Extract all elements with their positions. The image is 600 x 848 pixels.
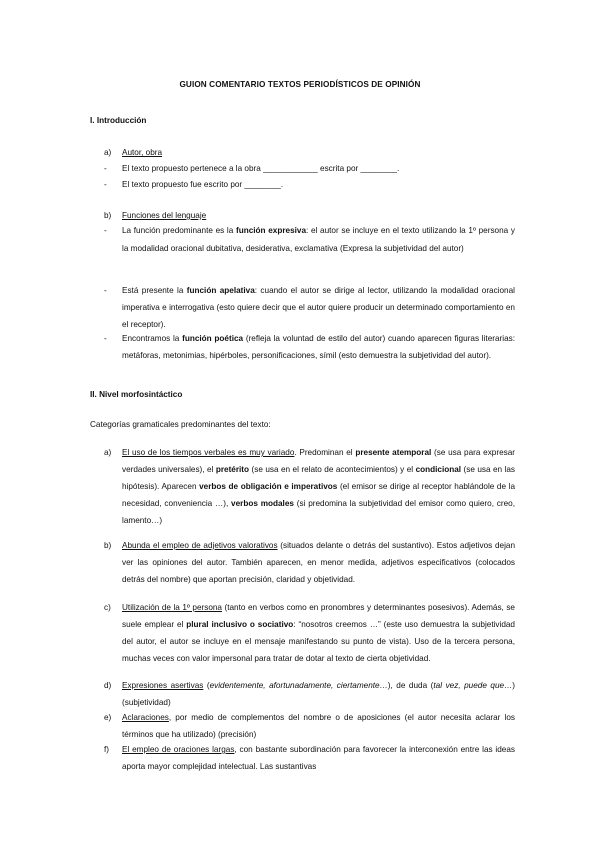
bullet-dash: - (104, 286, 107, 295)
funcion-poetica-paragraph: Encontramos la función poética (refleja la voluntad de estilo del autor) cuando aparecen figuras literarias: metáforas, metonimias, hipérboles, personificaciones, símil (esto demuestra la subjetividad del autor). (122, 334, 516, 360)
autor-obra-line-2: El texto propuesto fue escrito por ________. (122, 180, 284, 189)
bullet-dash: - (104, 334, 107, 343)
list-marker: c) (104, 603, 111, 612)
subsection-label-funciones: Funciones del lenguaje (122, 211, 207, 220)
subsection-label-autor-obra: Autor, obra (122, 148, 163, 157)
list-marker: b) (104, 211, 112, 220)
list-marker: d) (104, 681, 112, 690)
document-title: GUION COMENTARIO TEXTOS PERIODÍSTICOS DE OPINIÓN (179, 80, 421, 89)
oraciones-largas-paragraph: El empleo de oraciones largas, con bastante subordinación para favorecer la interconexión entre las ideas aporta mayor complejidad intelectual. Las sustantivas (122, 745, 516, 771)
list-marker: f) (104, 745, 110, 754)
primera-persona-paragraph: Utilización de la 1º persona (tanto en verbos como en pronombres y determinantes posesivos). Además, se suele emplear el plural inclusivo o sociativo: “nosotros creemos …” (este uso demuestra la subjetividad del autor, el autor se incluye en el mensaje manifestando su punto de vista). Uso de la tercera persona, muchas veces con valor impersonal para tratar de dotar al texto de cierta objetividad. (122, 603, 515, 663)
categorias-intro: Categorías gramaticales predominantes del texto: (90, 420, 271, 429)
autor-obra-line-1: El texto propuesto pertenece a la obra ____________ escrita por ________. (122, 164, 400, 173)
bullet-dash: - (104, 180, 107, 189)
funcion-expresiva-paragraph: La función predominante es la función expresiva: el autor se incluye en el texto utilizando la 1º persona y la modalidad oracional dubitativa, desiderativa, exclamativa (Expresa la subjetividad del autor) (122, 226, 515, 253)
list-marker: a) (104, 448, 112, 457)
aclaraciones-paragraph: Aclaraciones, por medio de complementos del nombre o de aposiciones (el autor necesita aclarar los términos que ha utilizado) (precisión) (122, 713, 515, 739)
tiempos-verbales-paragraph: El uso de los tiempos verbales es muy variado. Predominan el presente atemporal (se usa para expresar verdades universales), el pretérito (se usa en el relato de acontecimientos) y el condicional (se usa en las hipótesis). Aparecen verbos de obligación e imperativos (el emisor se dirige al receptor hablándole de la necesidad, conveniencia …), verbos modales (si predomina la subjetividad del emisor como quiero, creo, lamento…) (122, 448, 516, 525)
bullet-dash: - (104, 226, 107, 235)
expresiones-asertivas-paragraph: Expresiones asertivas (evidentemente, afortunadamente, ciertamente…), de duda (tal vez, puede que…) (subjetividad) (122, 681, 515, 707)
list-marker: a) (104, 148, 112, 157)
section-heading-introduccion: I. Introducción (90, 116, 147, 125)
bullet-dash: - (104, 164, 107, 173)
list-marker: e) (104, 713, 112, 722)
section-heading-nivel-morfosintactico: II. Nivel morfosintáctico (90, 390, 183, 399)
list-marker: b) (104, 541, 112, 550)
funcion-apelativa-paragraph: Está presente la función apelativa: cuando el autor se dirige al lector, utilizando la modalidad oracional imperativa e interrogativa (esto quiere decir que el autor quiere producir un determinado comportamiento en el receptor). (122, 286, 515, 329)
adjetivos-valorativos-paragraph: Abunda el empleo de adjetivos valorativos (situados delante o detrás del sustantivo). Estos adjetivos dejan ver las opiniones del autor. También aparecen, en menor medida, adjetivos especificativos (colocados detrás del nombre) que aportan precisión, claridad y objetividad. (122, 541, 515, 584)
